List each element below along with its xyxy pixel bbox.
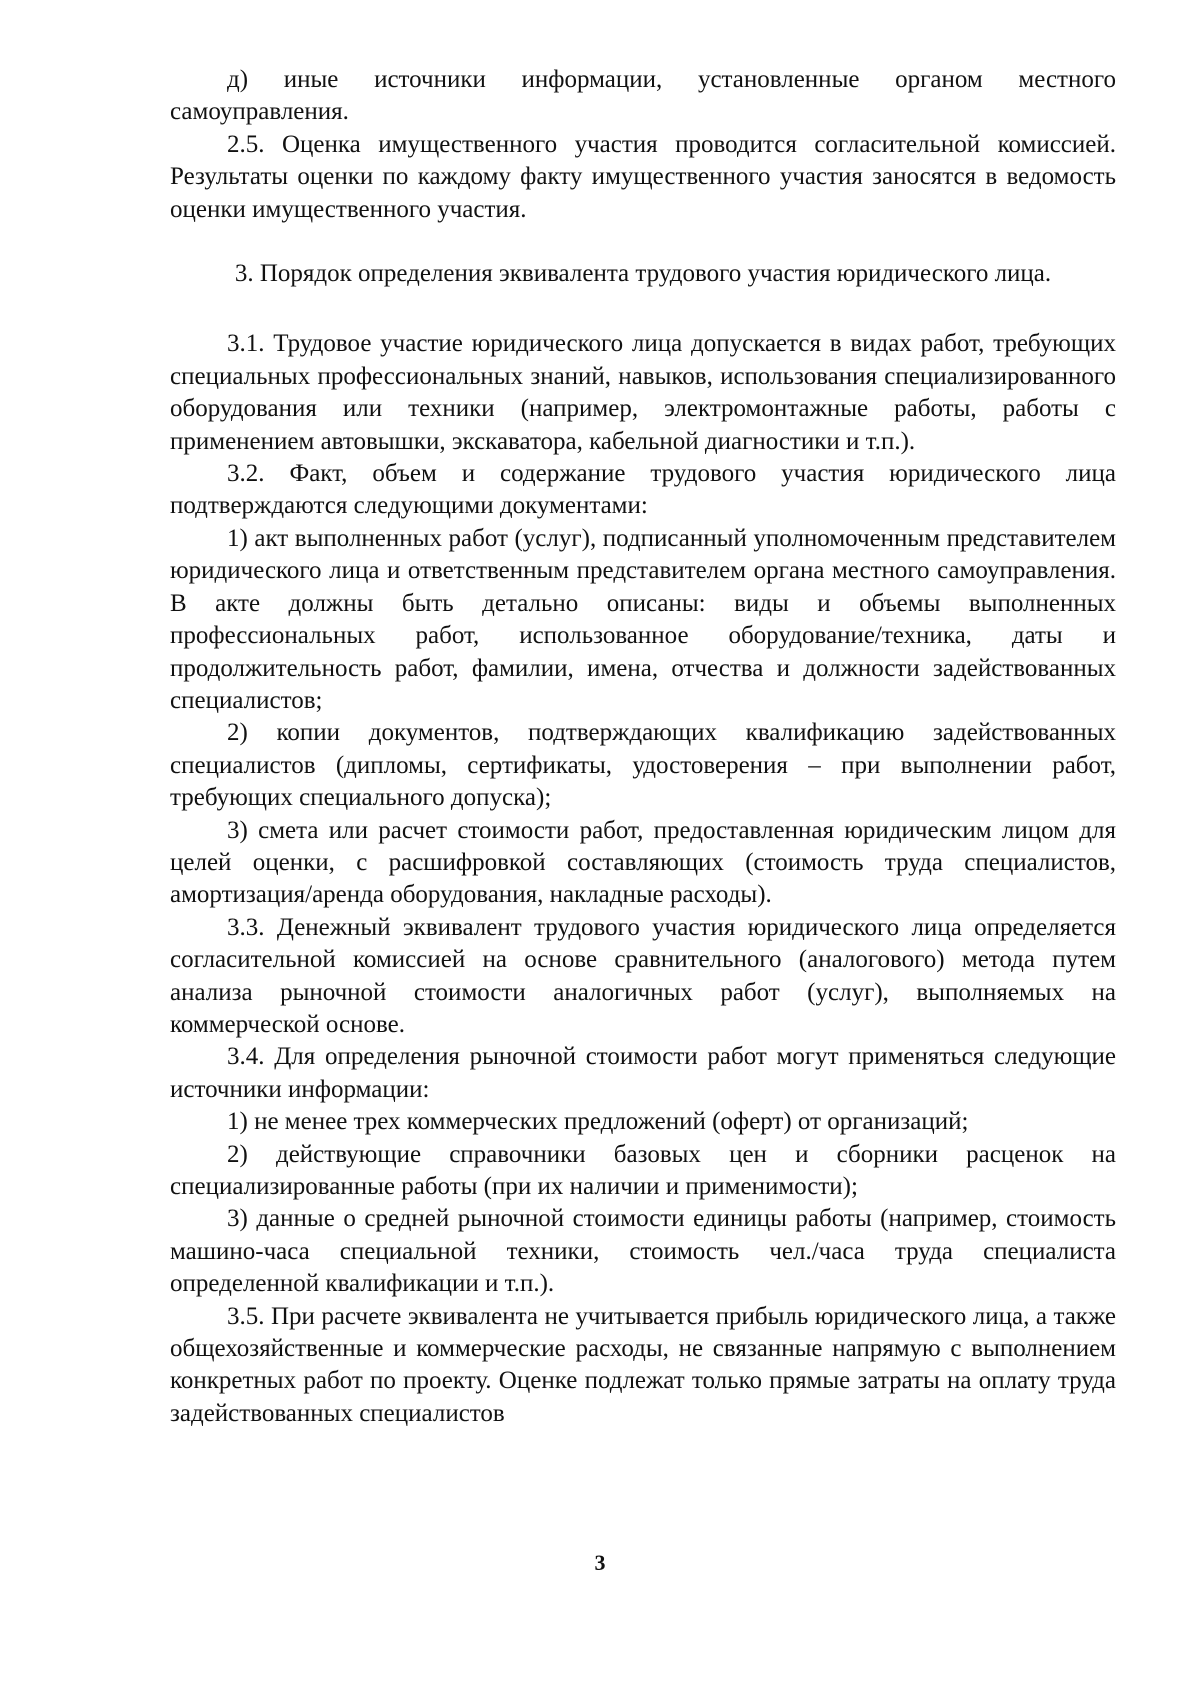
page-number: 3 <box>594 1550 606 1575</box>
paragraph-3-4-item-3: 3) данные о средней рыночной стоимости единицы работы (например, стоимость машино-часа специальной техники, стоимость чел./часа труда специалиста определенной квалификации и т.п.). <box>170 1205 1116 1298</box>
paragraph-3-5: 3.5. При расчете эквивалента не учитывается прибыль юридического лица, а также общехозяйственные и коммерческие расходы, не связанные напрямую с выполнением конкретных работ по проекту. Оценке подлежат только прямые затраты на оплату труда задействованных специалистов <box>170 1302 1116 1427</box>
paragraph-3-2-item-2: 2) копии документов, подтверждающих квалификацию задействованных специалистов (дипломы, сертификаты, удостоверения – при выполнении работ, требующих специального допуска); <box>170 719 1116 812</box>
paragraph-3-4-item-2: 2) действующие справочники базовых цен и сборники расценок на специализированные работы (при их наличии и применимости); <box>170 1140 1116 1200</box>
paragraph-3-4: 3.4. Для определения рыночной стоимости работ могут применяться следующие источники информации: <box>170 1043 1116 1103</box>
paragraph-3-4-item-1: 1) не менее трех коммерческих предложений (оферт) от организаций; <box>227 1108 969 1136</box>
paragraph-3-1: 3.1. Трудовое участие юридического лица допускается в видах работ, требующих специальных профессиональных знаний, навыков, использования специализированного оборудования или техники (например, электромонтажные работы, работы с применением автовышки, экскаватора, кабельной диагностики и т.п.). <box>170 330 1116 455</box>
section-heading: 3. Порядок определения эквивалента трудового участия юридического лица. <box>234 260 1052 288</box>
paragraph-3-2-item-3: 3) смета или расчет стоимости работ, предоставленная юридическим лицом для целей оценки, с расшифровкой составляющих (стоимость труда специалистов, амортизация/аренда оборудования, накладные расходы). <box>170 816 1116 909</box>
paragraph-3-3: 3.3. Денежный эквивалент трудового участия юридического лица определяется согласительной комиссией на основе сравнительного (аналогового) метода путем анализа рыночной стоимости аналогичных работ (услуг), выполняемых на коммерческой основе. <box>170 913 1116 1038</box>
paragraph-item-d: д) иные источники информации, установленные органом местного самоуправления. <box>170 66 1116 126</box>
paragraph-3-2-item-1: 1) акт выполненных работ (услуг), подписанный уполномоченным представителем юридического лица и ответственным представителем органа местного самоуправления. В акте должны быть детально описаны: виды и объемы выполненных профессиональных работ, использованное оборудование/техника, даты и продолжительность работ, фамилии, имена, отчества и должности задействованных специалистов; <box>170 524 1116 714</box>
paragraph-3-2: 3.2. Факт, объем и содержание трудового участия юридического лица подтверждаются следующими документами: <box>170 460 1116 520</box>
paragraph-2-5: 2.5. Оценка имущественного участия проводится согласительной комиссией. Результаты оценки по каждому факту имущественного участия заносятся в ведомость оценки имущественного участия. <box>170 130 1116 223</box>
